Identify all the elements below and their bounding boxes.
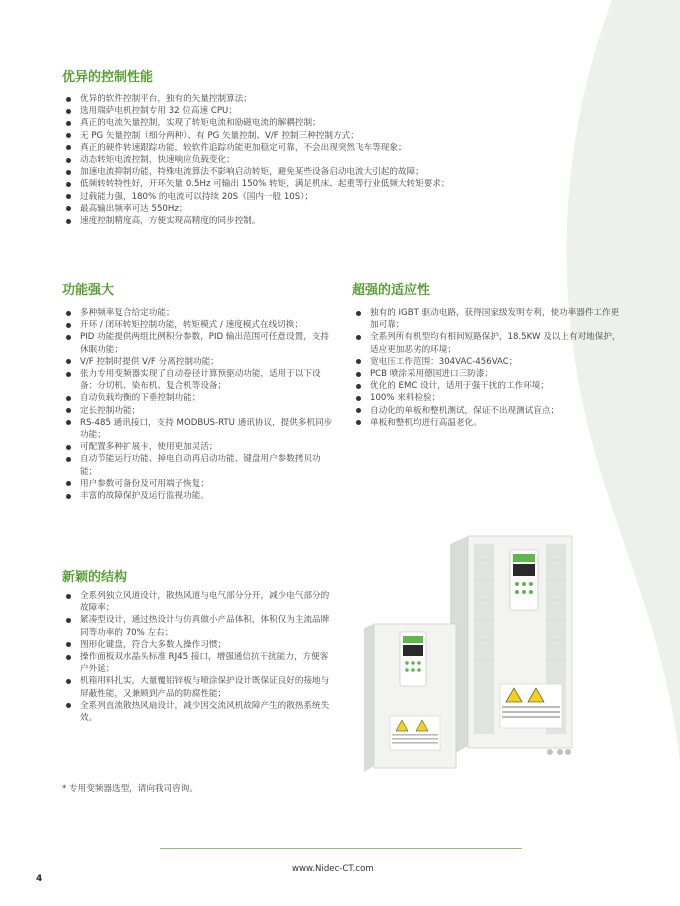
section-title-structure: 新颖的结构 — [62, 570, 128, 585]
list-item: 定长控制功能； — [64, 405, 334, 417]
functions-feature-list — [64, 307, 334, 502]
list-item: 用户参数可备份及可用端子恢复； — [64, 478, 334, 490]
list-item: 紧凑型设计，通过热设计与仿真做小产品体积，体积仅为主流品牌同等功率的 70% 左右； — [64, 614, 334, 638]
section-title-control: 优异的控制性能 — [62, 70, 154, 85]
list-item: 最高输出频率可达 550Hz； — [64, 203, 534, 215]
list-item: 过载能力强，180% 的电流可以持续 20S（国内一般 10S）； — [64, 191, 534, 203]
list-item: 选用瑞萨电机控制专用 32 位高速 CPU； — [64, 105, 534, 117]
list-item: 100% 来料检验； — [354, 392, 624, 404]
footnote: * 专用变频器选型，请向我司咨询。 — [62, 784, 198, 794]
list-item: 宽电压工作范围：304VAC-456VAC； — [354, 356, 624, 368]
list-item: 机箱用料扎实，大量覆铝锌板与喷涂保护设计既保证良好的接地与屏蔽性能，又兼顾到产品的防腐性能； — [64, 675, 334, 699]
list-item: 优化的 EMC 设计，适用于强干扰的工作环境； — [354, 380, 624, 392]
footer-divider — [160, 848, 522, 849]
list-item: 图形化键盘，符合大多数人操作习惯； — [64, 639, 334, 651]
list-item: 全系列直流散热风扇设计，减少因交流风机故障产生的散热系统失效。 — [64, 700, 334, 724]
list-item: 全系列独立风道设计，散热风道与电气部分分开，减少电气部分的故障率； — [64, 590, 334, 614]
list-item: 自动节能运行功能、掉电自动再启动功能、键盘用户参数拷贝功能； — [64, 453, 334, 477]
list-item: PID 功能提供两组比例积分参数，PID 输出范围可任意设置，支持休眠功能； — [64, 331, 334, 355]
list-item: 全系列所有机型均有相间短路保护，18.5KW 及以上有对地保护，适应更加恶劣的环境； — [354, 331, 624, 355]
list-item: 加速电流抑制功能，特殊电流算法不影响启动转矩，避免某些设备启动电流大引起的故障； — [64, 166, 534, 178]
list-item: 独有的 IGBT 驱动电路，获得国家级发明专利，使功率器件工作更加可靠； — [354, 307, 624, 331]
list-item: 速度控制精度高，方便实现高精度的同步控制。 — [64, 215, 534, 227]
large-inverter — [450, 536, 572, 756]
list-item: PCB 喷涂采用德国进口三防漆； — [354, 368, 624, 380]
list-item: 自动负载均衡的下垂控制功能； — [64, 392, 334, 404]
list-item: 丰富的故障保护及运行监视功能。 — [64, 490, 334, 502]
website-link[interactable]: www.Nidec-CT.com — [292, 864, 374, 874]
list-item: 多种频率复合给定功能； — [64, 307, 334, 319]
list-item: V/F 控制时提供 V/F 分离控制功能； — [64, 356, 334, 368]
list-item: 自动化的单板和整机测试，保证不出现测试盲点； — [354, 405, 624, 417]
list-item: 单板和整机均进行高温老化。 — [354, 417, 624, 429]
control-feature-list — [64, 93, 534, 227]
adaptability-feature-list — [354, 307, 624, 429]
list-item: RS-485 通讯接口，支持 MODBUS-RTU 通讯协议，提供多机同步功能； — [64, 417, 334, 441]
list-item: 张力专用变频器实现了自动卷径计算预驱动功能，适用于以下设备：分切机、染布机、复合机等设备； — [64, 368, 334, 392]
section-title-functions: 功能强大 — [62, 283, 115, 298]
list-item: 可配置多种扩展卡，使用更加灵活； — [64, 441, 334, 453]
list-item: 真正的电流矢量控制，实现了转矩电流和励磁电流的解耦控制； — [64, 117, 534, 129]
list-item: 无 PG 矢量控制（细分两种）、有 PG 矢量控制、V/F 控制三种控制方式； — [64, 130, 534, 142]
list-item: 操作面板双水晶头标准 RJ45 接口，增强通信抗干扰能力，方便客户外延； — [64, 651, 334, 675]
section-title-adaptability: 超强的适应性 — [352, 283, 431, 298]
list-item: 低频转转特性好，开环矢量 0.5Hz 可输出 150% 转矩，满足机床、起重等行业低频大转矩要求； — [64, 178, 534, 190]
list-item: 优异的软件控制平台，独有的矢量控制算法； — [64, 93, 534, 105]
page-number: 4 — [36, 874, 43, 884]
list-item: 开环 / 闭环转矩控制功能，转矩模式 / 速度模式在线切换； — [64, 319, 334, 331]
structure-feature-list — [64, 590, 334, 724]
small-inverter — [364, 624, 456, 772]
list-item: 真正的硬件转速跟踪功能，较软件追踪功能更加稳定可靠，不会出现突然飞车等现象； — [64, 142, 534, 154]
list-item: 动态转矩电流控制，快速响应负载变化； — [64, 154, 534, 166]
inverter-product-image — [350, 520, 590, 800]
